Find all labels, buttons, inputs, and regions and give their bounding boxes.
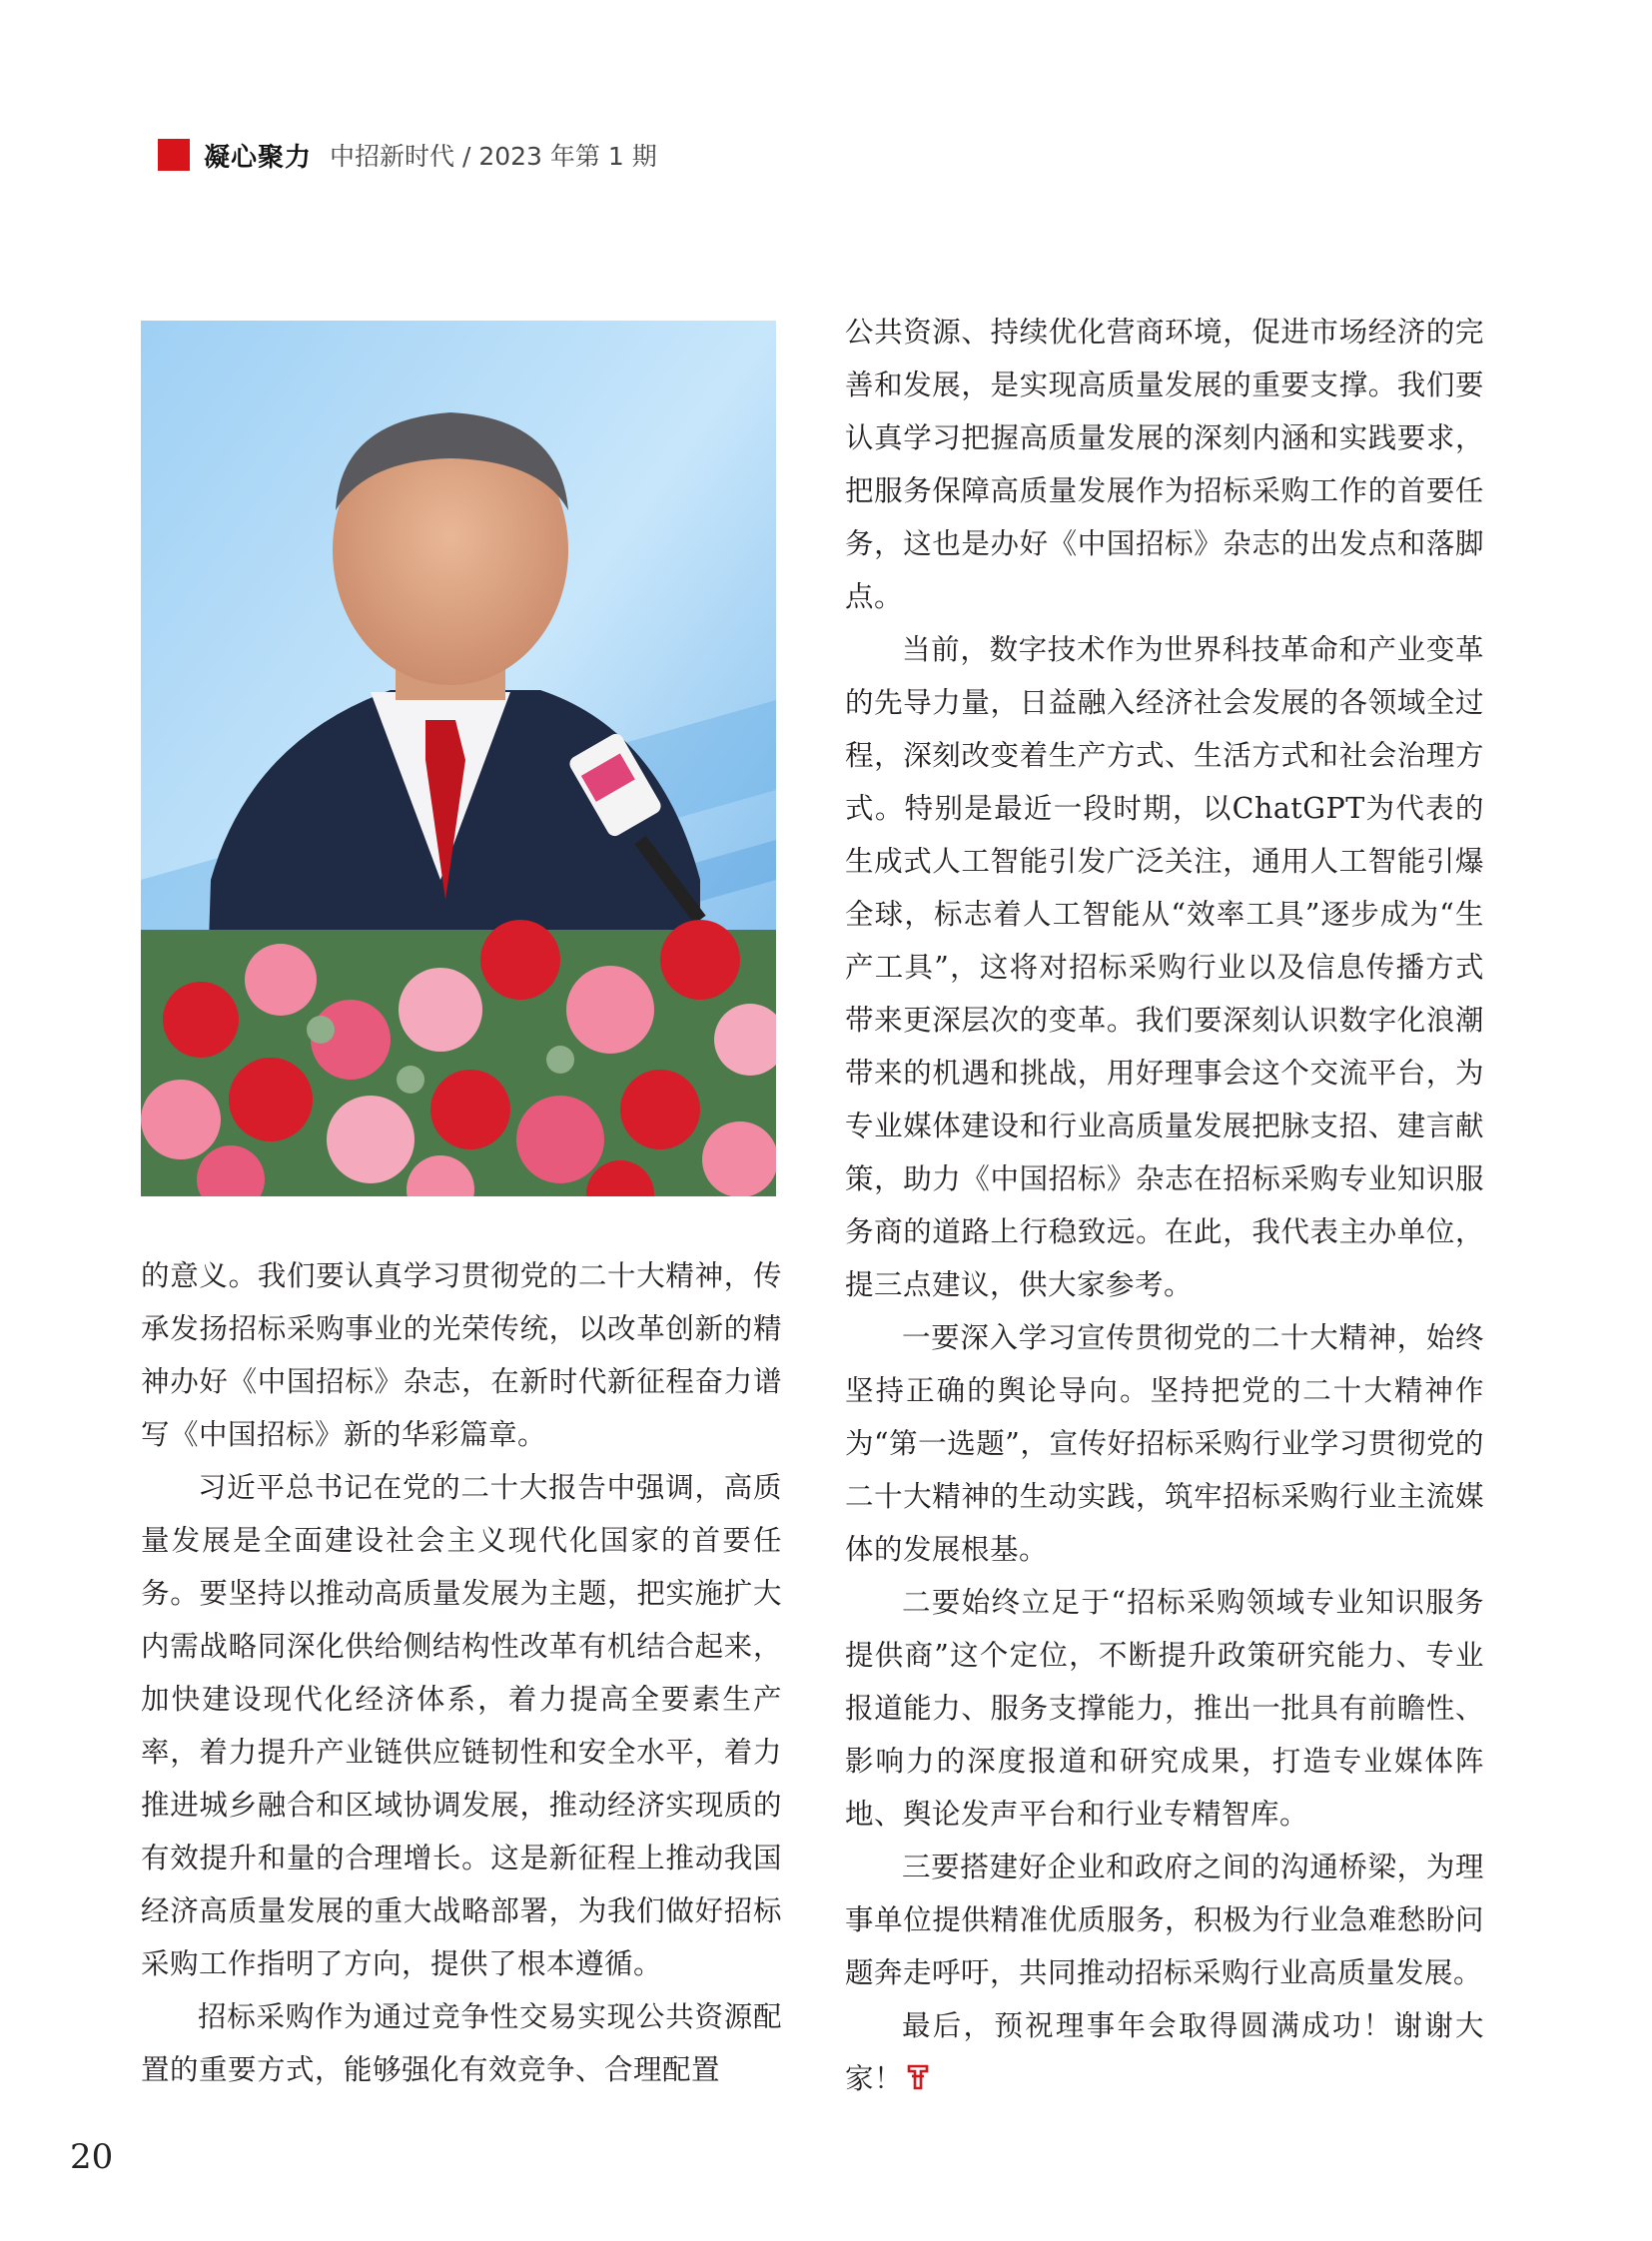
paragraph: 公共资源、持续优化营商环境，促进市场经济的完善和发展，是实现高质量发展的重要支撑。我们要认真学习把握高质量发展的深刻内涵和实践要求，把服务保障高质量发展作为招标采购工作的首要任务，这也是办好《中国招标》杂志的出发点和落脚点。 [845,316,1484,613]
paragraph: 当前，数字技术作为世界科技革命和产业变革的先导力量，日益融入经济社会发展的各领域全过程，深刻改变着生产方式、生活方式和社会治理方式。特别是最近一段时期，以ChatGPT为代表的生成式人工智能引发广泛关注，通用人工智能引爆全球，标志着人工智能从“效率工具”逐步成为“生产工具”，这将对招标采购行业以及信息传播方式带来更深层次的变革。我们要深刻认识数字化浪潮带来的机遇和挑战，用好理事会这个交流平台，为专业媒体建设和行业高质量发展把脉支招、建言献策，助力《中国招标》杂志在招标采购专业知识服务商的道路上行稳致远。在此，我代表主办单位，提三点建议，供大家参考。 [845,633,1484,1301]
closing-text: 最后，预祝理事年会取得圆满成功！谢谢大家！ [845,2009,1484,2095]
paragraph: 三要搭建好企业和政府之间的沟通桥梁，为理事单位提供精准优质服务，积极为行业急难愁盼问题奔走呼吁，共同推动招标采购行业高质量发展。 [845,1851,1484,1989]
paragraph: 的意义。我们要认真学习贯彻党的二十大精神，传承发扬招标采购事业的光荣传统，以改革创新的精神办好《中国招标》杂志，在新时代新征程奋力谱写《中国招标》新的华彩篇章。 [141,1259,782,1451]
page-number: 20 [70,2137,114,2177]
paragraph: 一要深入学习宣传贯彻党的二十大精神，始终坚持正确的舆论导向。坚持把党的二十大精神作为“第一选题”，宣传好招标采购行业学习贯彻党的二十大精神的生动实践，筑牢招标采购行业主流媒体的发展根基。 [845,1321,1484,1566]
red-square-icon [158,139,190,171]
running-header [158,138,657,172]
end-logo-icon [905,2062,931,2092]
issue-label: 中招新时代 / 2023 年第 1 期 [330,142,657,171]
paragraph: 招标采购作为通过竞争性交易实现公共资源配置的重要方式，能够强化有效竞争、合理配置 [141,2000,782,2086]
closing-paragraph [845,1999,1484,2105]
speaker-photo [141,321,776,1196]
paragraph: 二要始终立足于“招标采购领域专业知识服务提供商”这个定位，不断提升政策研究能力、专业报道能力、服务支撑能力，推出一批具有前瞻性、影响力的深度报道和研究成果，打造专业媒体阵地、舆论发声平台和行业专精智库。 [845,1586,1484,1831]
section-name: 凝心聚力 [204,142,313,173]
right-column [845,306,1484,2105]
paragraph: 习近平总书记在党的二十大报告中强调，高质量发展是全面建设社会主义现代化国家的首要任务。要坚持以推动高质量发展为主题，把实施扩大内需战略同深化供给侧结构性改革有机结合起来，加快建设现代化经济体系，着力提高全要素生产率，着力提升产业链供应链韧性和安全水平，着力推进城乡融合和区域协调发展，推动经济实现质的有效提升和量的合理增长。这是新征程上推动我国经济高质量发展的重大战略部署，为我们做好招标采购工作指明了方向，提供了根本遵循。 [141,1471,782,1980]
left-column [141,1249,782,2096]
